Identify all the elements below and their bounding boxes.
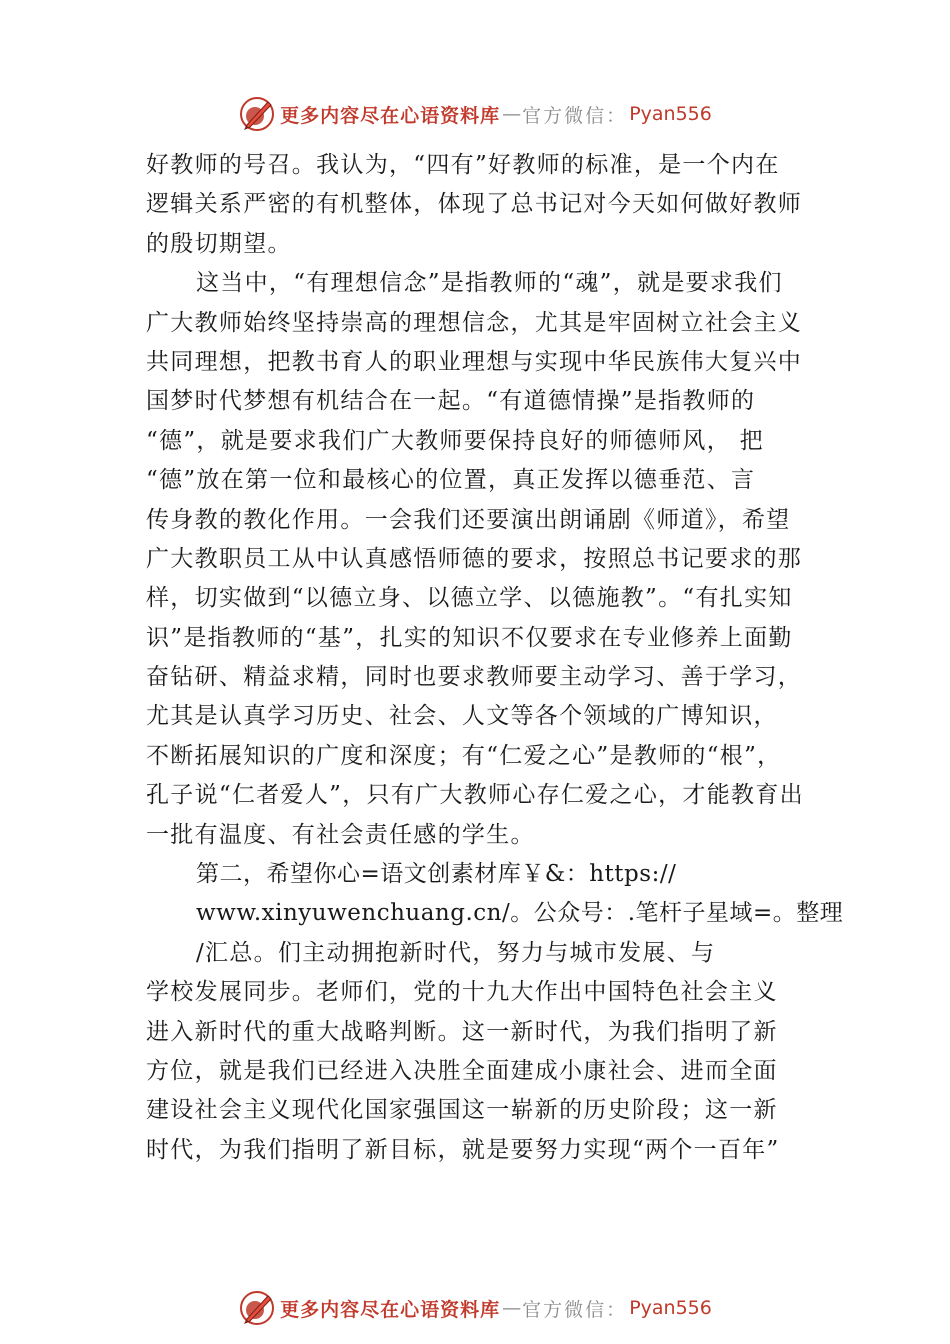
- body-line: “德”放在第一位和最核心的位置，真正发挥以德垂范、言: [146, 467, 756, 494]
- banner-brand-text: 更多内容尽在心语资料库: [280, 104, 501, 127]
- watermark-line: 第二，希望你心=语文创素材库￥&：https://: [196, 861, 677, 888]
- body-line: 一批有温度、有社会责任感的学生。: [146, 821, 535, 848]
- quill-pen-logo-icon: [238, 1289, 276, 1327]
- body-line: 广大教师始终坚持崇高的理想信念，尤其是牢固树立社会主义: [146, 309, 803, 336]
- body-line: 逻辑关系严密的有机整体，体现了总书记对今天如何做好教师: [146, 191, 803, 218]
- banner-wechat-id: Pyan556: [629, 103, 712, 125]
- banner-official-label: 官方微信：: [522, 104, 628, 127]
- body-line: 方位，就是我们已经进入决胜全面建成小康社会、进而全面: [146, 1057, 778, 1084]
- document-body: [146, 146, 846, 1170]
- banner-official-label: 官方微信：: [522, 1298, 628, 1321]
- body-line: 建设社会主义现代化国家强国这一崭新的历史阶段；这一新: [146, 1097, 778, 1124]
- body-line: 这当中，“有理想信念”是指教师的“魂”，就是要求我们: [196, 270, 783, 297]
- body-line: 奋钻研、精益求精，同时也要求教师要主动学习、善于学习，: [146, 664, 803, 691]
- body-line: 学校发展同步。老师们，党的十九大作出中国特色社会主义: [146, 979, 778, 1006]
- banner-brand-text: 更多内容尽在心语资料库: [280, 1298, 501, 1321]
- body-line: 不断拓展知识的广度和深度；有“仁爱之心”是教师的“根”，: [146, 742, 782, 769]
- body-line: “德”，就是要求我们广大教师要保持良好的师德师风， 把: [146, 427, 764, 454]
- watermark-line: /汇总。们主动拥抱新时代，努力与城市发展、与: [196, 939, 716, 966]
- watermark-line: www.xinyuwenchuang.cn/。公众号：.笔杆子星域=。整理: [196, 900, 844, 927]
- header-banner: [0, 92, 950, 136]
- body-line: 孔子说“仁者爱人”，只有广大教师心存仁爱之心，才能教育出: [146, 782, 804, 809]
- body-line: 进入新时代的重大战略判断。这一新时代，为我们指明了新: [146, 1018, 778, 1045]
- body-line: 国梦时代梦想有机结合在一起。“有道德情操”是指教师的: [146, 388, 756, 415]
- body-line: 尤其是认真学习历史、社会、人文等各个领域的广博知识，: [146, 703, 778, 730]
- banner-wechat-id: Pyan556: [629, 1297, 712, 1319]
- banner-dash: —: [502, 103, 521, 125]
- body-line: 传身教的教化作用。一会我们还要演出朗诵剧《师道》，希望: [146, 506, 791, 533]
- body-line: 的殷切期望。: [146, 230, 292, 257]
- quill-pen-logo-icon: [238, 95, 276, 133]
- body-line: 广大教职员工从中认真感悟师德的要求，按照总书记要求的那: [146, 545, 803, 572]
- body-line: 识”是指教师的“基”，扎实的知识不仅要求在专业修养上面勤: [146, 624, 793, 651]
- body-line: 好教师的号召。我认为，“四有”好教师的标准，是一个内在: [146, 152, 780, 178]
- body-line: 时代，为我们指明了新目标，就是要努力实现“两个一百年”: [146, 1136, 780, 1163]
- footer-banner: [0, 1286, 950, 1330]
- body-line: 样，切实做到“以德立身、以德立学、以德施教”。“有扎实知: [146, 585, 793, 612]
- banner-dash: —: [502, 1297, 521, 1319]
- body-line: 共同理想，把教书育人的职业理想与实现中华民族伟大复兴中: [146, 348, 803, 375]
